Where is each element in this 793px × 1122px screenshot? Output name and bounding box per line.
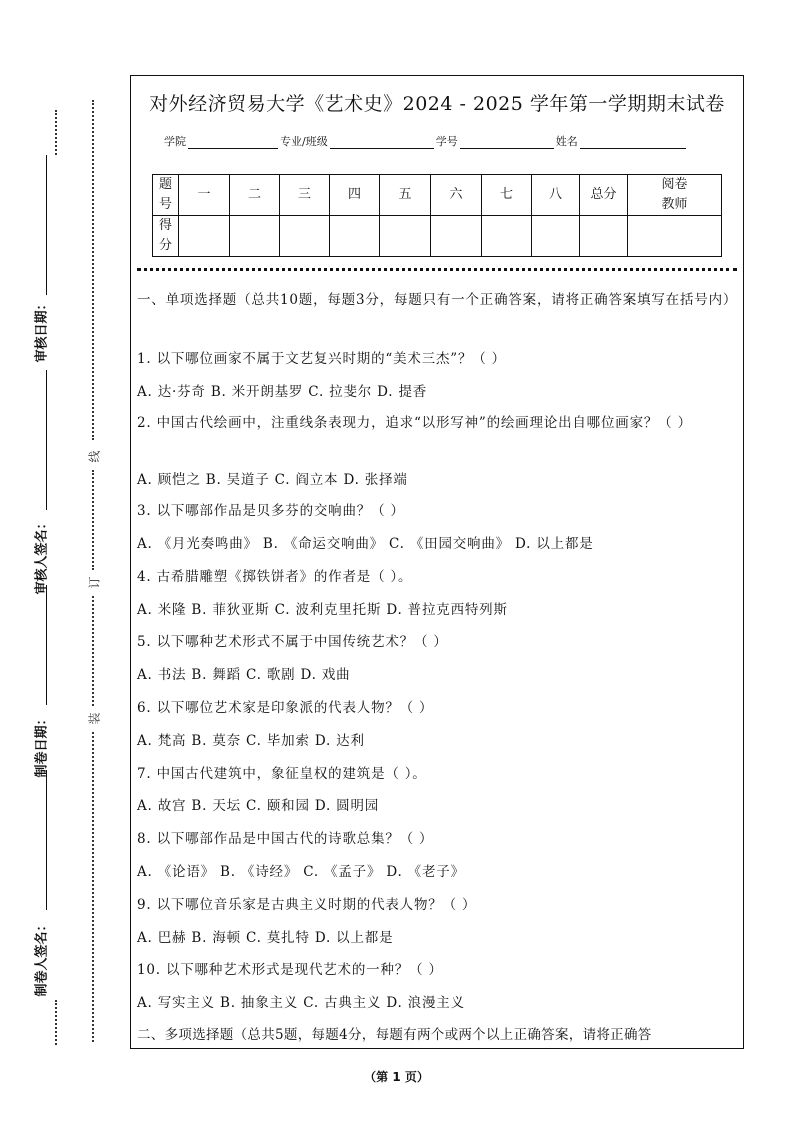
score-table-header-cell: 一	[179, 175, 230, 216]
exam-paper-frame	[130, 75, 744, 1049]
question-4: 4. 古希腊雕塑《掷铁饼者》的作者是（ ）。	[137, 569, 413, 585]
review-date-label: 审核日期：	[34, 297, 50, 363]
score-table-header-cell: 八	[532, 175, 580, 216]
question-1: 1. 以下哪位画家不属于文艺复兴时期的“美术三杰”？（ ）	[137, 351, 506, 367]
margin-dotted-line-left-bottom	[55, 1000, 57, 1045]
binding-mark-ding: 订	[87, 576, 102, 589]
question-1-options: A. 达·芬奇 B. 米开朗基罗 C. 拉斐尔 D. 提香	[137, 384, 428, 400]
question-5: 5. 以下哪种艺术形式不属于中国传统艺术？（ ）	[137, 634, 448, 650]
score-row-label: 得 分	[153, 216, 179, 257]
score-cell[interactable]	[230, 216, 280, 257]
major-class-label: 专业/班级	[280, 135, 328, 148]
exam-title: 对外经济贸易大学《艺术史》2024 - 2025 学年第一学期期末试卷	[149, 93, 725, 115]
binding-mark-line: 线	[87, 450, 102, 463]
score-table-header-cell: 题 号	[153, 175, 179, 216]
score-cell[interactable]	[380, 216, 431, 257]
question-2-options: A. 顾恺之 B. 吴道子 C. 阎立本 D. 张择端	[137, 472, 408, 488]
score-table-header-cell: 六	[431, 175, 482, 216]
prepare-date-line[interactable]	[46, 585, 47, 705]
question-3-options: A. 《月光奏鸣曲》 B. 《命运交响曲》 C. 《田园交响曲》 D. 以上都是	[137, 536, 594, 552]
score-table-header-cell: 三	[280, 175, 330, 216]
score-cell[interactable]	[628, 216, 722, 257]
question-3: 3. 以下哪部作品是贝多芬的交响曲？（ ）	[137, 503, 405, 519]
binding-dotted-line-2	[92, 470, 94, 570]
reviewer-signature-line[interactable]	[46, 370, 47, 510]
score-table-header-cell: 七	[482, 175, 532, 216]
score-cell[interactable]	[532, 216, 580, 257]
score-table-header-row	[153, 175, 722, 216]
score-cell[interactable]	[280, 216, 330, 257]
question-8-options: A. 《论语》 B. 《诗经》 C. 《孟子》 D. 《老子》	[137, 864, 465, 880]
score-table-header-cell: 二	[230, 175, 280, 216]
score-cell[interactable]	[179, 216, 230, 257]
section2-heading: 二、多项选择题（总共5题，每题4分，每题有两个或两个以上正确答案，请将正确答	[137, 1027, 652, 1043]
question-10-options: A. 写实主义 B. 抽象主义 C. 古典主义 D. 浪漫主义	[137, 995, 465, 1011]
question-7-options: A. 故宫 B. 天坛 C. 颐和园 D. 圆明园	[137, 798, 380, 814]
score-table-header-cell: 阅卷 教师	[628, 175, 722, 216]
score-cell[interactable]	[580, 216, 628, 257]
binding-dotted-line	[92, 100, 94, 440]
prepare-date-label: 制卷日期：	[34, 712, 50, 778]
college-label: 学院	[164, 135, 186, 148]
section1-heading: 一、单项选择题（总共10题，每题3分，每题只有一个正确答案，请将正确答案填写在括号内）	[137, 292, 738, 308]
question-7: 7. 中国古代建筑中，象征皇权的建筑是（ ）。	[137, 766, 427, 782]
score-table-header-cell: 五	[380, 175, 431, 216]
question-10: 10. 以下哪种艺术形式是现代艺术的一种？（ ）	[137, 962, 443, 978]
question-4-options: A. 米隆 B. 菲狄亚斯 C. 波利克里托斯 D. 普拉克西特列斯	[137, 602, 508, 618]
question-6-options: A. 梵高 B. 莫奈 C. 毕加索 D. 达利	[137, 733, 365, 749]
name-label: 姓名	[555, 135, 578, 148]
reviewer-signature-label: 审核人签名：	[34, 516, 50, 595]
score-table-score-row	[153, 216, 722, 257]
score-table-header-cell: 总分	[580, 175, 628, 216]
question-9: 9. 以下哪位音乐家是古典主义时期的代表人物？（ ）	[137, 897, 477, 913]
margin-dotted-line-left	[55, 110, 57, 155]
question-6: 6. 以下哪位艺术家是印象派的代表人物？（ ）	[137, 700, 434, 716]
student-id-field[interactable]	[460, 136, 554, 149]
question-8: 8. 以下哪部作品是中国古代的诗歌总集？（ ）	[137, 831, 434, 847]
question-2: 2. 中国古代绘画中，注重线条表现力，追求“以形写神”的绘画理论出自哪位画家？（ ）	[137, 415, 692, 431]
question-9-options: A. 巴赫 B. 海顿 C. 莫扎特 D. 以上都是	[137, 930, 394, 946]
binding-dotted-line-4	[92, 732, 94, 1042]
review-date-line[interactable]	[46, 155, 47, 295]
name-field[interactable]	[580, 136, 686, 149]
question-5-options: A. 书法 B. 舞蹈 C. 歌剧 D. 戏曲	[137, 667, 351, 683]
score-cell[interactable]	[482, 216, 532, 257]
header-separator	[137, 268, 737, 271]
student-info-row	[164, 133, 688, 149]
major-class-field[interactable]	[330, 136, 434, 149]
binding-mark-zhuang: 装	[87, 712, 102, 725]
preparer-signature-line[interactable]	[46, 770, 47, 910]
binding-dotted-line-3	[92, 596, 94, 706]
score-table-header-cell: 四	[330, 175, 380, 216]
score-cell[interactable]	[330, 216, 380, 257]
page-number: （第 1 页）	[364, 1070, 429, 1084]
score-cell[interactable]	[431, 216, 482, 257]
student-id-label: 学号	[435, 135, 458, 148]
college-field[interactable]	[188, 136, 278, 149]
score-table	[152, 174, 722, 257]
preparer-signature-label: 制卷人签名：	[34, 918, 50, 997]
